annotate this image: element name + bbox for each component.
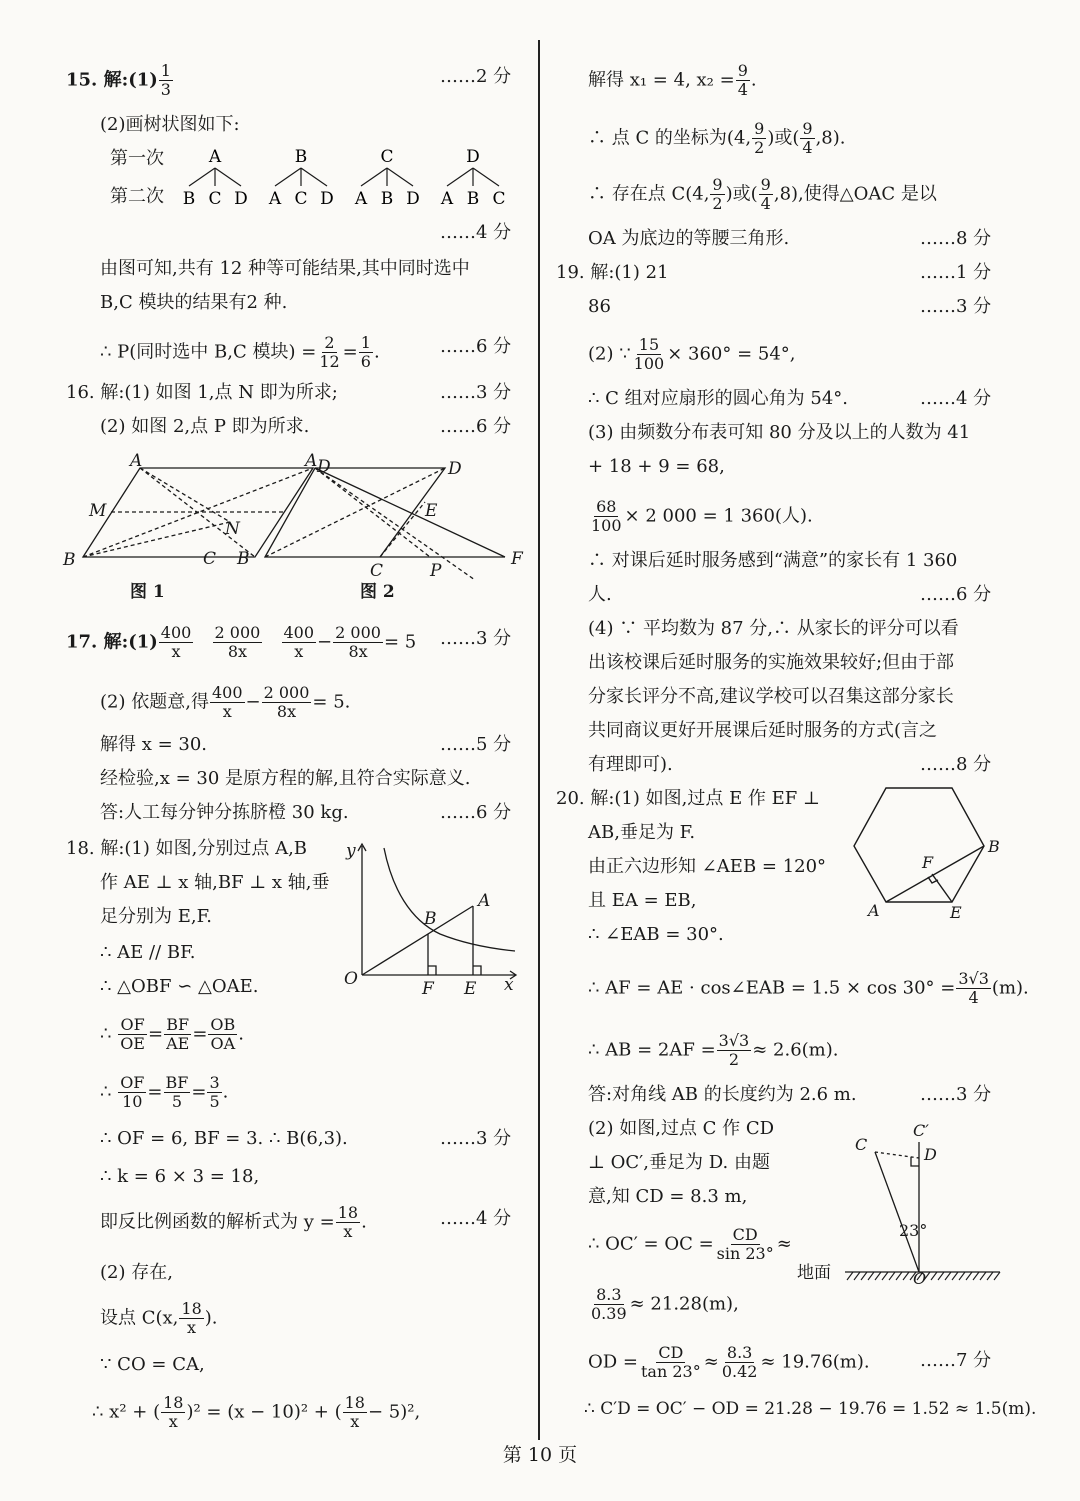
q18-line5: ∴ △OBF ∽ △OAE.: [100, 976, 259, 997]
ground-hatch: [959, 1272, 965, 1280]
score-mark: ……5 分: [440, 734, 512, 755]
score-mark: ……4 分: [440, 222, 512, 243]
pole-label: C: [855, 1135, 868, 1154]
tree-branch: [361, 168, 387, 186]
tree-first-label: 第一次: [110, 148, 164, 169]
tree-leaf-node: D: [406, 189, 420, 209]
tree-leaf-node: C: [208, 189, 222, 209]
hex-label: B: [988, 837, 1000, 856]
fig2-label: F: [511, 549, 523, 569]
score-mark: ……1 分: [920, 262, 992, 283]
score-mark: ……3 分: [920, 296, 992, 317]
pole-label: C′: [913, 1121, 929, 1140]
score-mark: ……8 分: [920, 754, 992, 775]
q19-line10: (4) ∵ 平均数为 87 分,∴ 从家长的评分可以看: [588, 618, 959, 639]
q20-line9: (2) 如图,过点 C 作 CD: [588, 1118, 775, 1139]
q19-line13: 共同商议更好开展课后延时服务的方式(言之: [588, 720, 938, 741]
q19-line5: (3) 由频数分布表可知 80 分及以上的人数为 41: [588, 422, 971, 443]
ground-hatch: [966, 1272, 972, 1280]
ground-hatch: [854, 1272, 860, 1280]
q17-line3: 解得 x = 30.: [100, 734, 208, 755]
score-mark: ……3 分: [440, 382, 512, 403]
q18-line3: 足分别为 E,F.: [100, 906, 212, 927]
tree-leaf-node: D: [320, 189, 334, 209]
score-mark: ……4 分: [920, 388, 992, 409]
fig1-label: N: [225, 519, 240, 539]
q20-line12: ∴ OC′ = OC = $\frac{CD}{\sin 23^\circ}$ ≈: [588, 1225, 792, 1263]
q19-line14: 有理即可).: [588, 754, 673, 775]
ground-hatch: [903, 1272, 909, 1280]
ground-hatch: [938, 1272, 944, 1280]
q18-line10: 即反比例函数的解析式为 y = $\frac{18}{x}$ .: [100, 1203, 367, 1241]
q16-line1: 16. 解:(1) 如图 1,点 N 即为所求;: [66, 382, 338, 403]
ground-hatch: [875, 1272, 881, 1280]
hex-label: A: [868, 901, 880, 920]
fig2-caption: 图 2: [360, 582, 395, 602]
q15-text1: 由图可知,共有 12 种等可能结果,其中同时选中: [100, 258, 470, 279]
score-mark: ……4 分: [440, 1208, 512, 1229]
fig2-label: A: [305, 451, 318, 471]
graph-label: x: [504, 975, 514, 995]
score-mark: ……7 分: [920, 1350, 992, 1371]
tree-branch: [301, 168, 327, 186]
tree-leaf-node: B: [466, 189, 480, 209]
tree-branch: [473, 168, 499, 186]
score-mark: ……3 分: [440, 1128, 512, 1149]
ground-hatch: [847, 1272, 853, 1280]
tree-second-label: 第二次: [110, 186, 164, 207]
tree-branch: [447, 168, 473, 186]
graph-label: y: [346, 841, 356, 861]
tree-branch: [275, 168, 301, 186]
score-mark: ……8 分: [920, 228, 992, 249]
tree-leaf-node: A: [440, 189, 454, 209]
ground-hatch: [861, 1272, 867, 1280]
tree-leaf-node: B: [182, 189, 196, 209]
fig1-label: C: [203, 549, 217, 569]
q20-line3: 由正六边形知 ∠AEB = 120°: [588, 856, 827, 877]
q20-line8: 答:对角线 AB 的长度约为 2.6 m.: [588, 1084, 857, 1105]
ground-hatch: [952, 1272, 958, 1280]
fig1-label: B: [63, 550, 76, 570]
q17-line1: 17. 解:(1) $\frac{400}{x}$ $\frac{2 000}{8x}$ $\frac{400}{x}$ − $\frac{2 000}{8x}$ = 5: [66, 623, 417, 661]
score-mark: ……6 分: [440, 802, 512, 823]
ground-hatch: [987, 1272, 993, 1280]
fig2-label: D: [448, 459, 462, 479]
q19-line2: 86: [588, 296, 611, 317]
q18-line9: ∴ k = 6 × 3 = 18,: [100, 1166, 260, 1187]
graph-label: A: [478, 891, 491, 911]
score-mark: ……6 分: [440, 336, 512, 357]
q20-line4: 且 EA = EB,: [588, 890, 697, 911]
pole-figure: [795, 1118, 1005, 1288]
fig1-label: D: [317, 457, 331, 477]
tree-leaf-node: A: [268, 189, 282, 209]
score-mark: ……6 分: [440, 416, 512, 437]
q19-line12: 分家长评分不高,建议学校可以召集这部分家长: [588, 686, 954, 707]
tree-leaf-node: A: [354, 189, 368, 209]
q18-line8: ∴ OF = 6, BF = 3. ∴ B(6,3).: [100, 1128, 348, 1149]
r-line2: ∴ 点 C 的坐标为(4, $\frac{9}{2}$ )或( $\frac{9}{4}$ ,8).: [588, 119, 846, 157]
hex-label: F: [922, 853, 934, 872]
ground-hatch: [945, 1272, 951, 1280]
tree-leaf-node: C: [492, 189, 506, 209]
q17-line5: 答:人工每分钟分拣脐橙 30 kg.: [100, 802, 349, 823]
q15-text2: B,C 模块的结果有2 种.: [100, 292, 288, 313]
fig1-label: A: [130, 451, 143, 471]
tree-leaf-node: D: [234, 189, 248, 209]
ground-hatch: [882, 1272, 888, 1280]
column-divider: [538, 40, 540, 1440]
q18-line11: (2) 存在,: [100, 1262, 173, 1283]
q19-line4: ∴ C 组对应扇形的圆心角为 54°.: [588, 388, 849, 409]
fig2-label: P: [430, 561, 442, 581]
hex-label: E: [950, 903, 962, 922]
q18-line2: 作 AE ⊥ x 轴,BF ⊥ x 轴,垂: [100, 872, 330, 893]
q18-line6: ∴ $\frac{OF}{OE}$ = $\frac{BF}{AE}$ = $\frac{OB}{OA}$ .: [100, 1015, 245, 1053]
q19-line3: (2) ∵ $\frac{15}{100}$ × 360° = 54°,: [588, 335, 796, 373]
fig2-label: C: [370, 561, 384, 581]
q18-line7: ∴ $\frac{OF}{10}$ = $\frac{BF}{5}$ = $\frac{3}{5}$ .: [100, 1073, 229, 1111]
q15-prob: ∴ P(同时选中 B,C 模块) = $\frac{2}{12}$ = $\frac{1}{6}$ .: [100, 333, 380, 371]
q19-line6: + 18 + 9 = 68,: [588, 456, 725, 477]
score-mark: ……6 分: [920, 584, 992, 605]
r-line4: OA 为底边的等腰三角形.: [588, 228, 790, 249]
q18-line12: 设点 C(x, $\frac{18}{x}$ ).: [100, 1299, 218, 1337]
tree-diagram: [175, 144, 520, 214]
geometry-figures: [55, 450, 535, 610]
q20-line1: 20. 解:(1) 如图,过点 E 作 EF ⊥: [556, 788, 820, 809]
q20-line5: ∴ ∠EAB = 30°.: [588, 924, 724, 945]
q20-line6: ∴ AF = AE · cos∠EAB = 1.5 × cos 30° = $\frac{3√3}{4}$ (m).: [588, 969, 1029, 1007]
tree-root-node: A: [208, 147, 222, 167]
angle-label: 23°: [899, 1221, 928, 1240]
ground-hatch: [973, 1272, 979, 1280]
q17-line2: (2) 依题意,得 $\frac{400}{x}$ − $\frac{2 000}{8x}$ = 5.: [100, 683, 351, 721]
fig2-label: E: [425, 501, 438, 521]
q19-line1: 19. 解:(1) 21: [556, 262, 669, 283]
q20-line15: ∴ C′D = OC′ − OD = 21.28 − 19.76 = 1.52 ≈ 1.5(m).: [584, 1399, 1037, 1419]
q18-line14: ∴ x² + ( $\frac{18}{x}$ )² = (x − 10)² + ( $\frac{18}{x}$ − 5)²,: [92, 1393, 421, 1431]
q17-line4: 经检验,x = 30 是原方程的解,且符合实际意义.: [100, 768, 471, 789]
function-graph: [340, 838, 525, 998]
graph-label: B: [424, 909, 437, 929]
ground-label: 地面: [797, 1263, 831, 1283]
page-number: 第 10 页: [502, 1444, 578, 1466]
ground-hatch: [994, 1272, 1000, 1280]
hexagon-figure: [842, 780, 1012, 925]
graph-label: F: [422, 979, 434, 998]
tree-root-node: B: [294, 147, 308, 167]
tree-branch: [387, 168, 413, 186]
tree-leaf-node: B: [380, 189, 394, 209]
score-mark: ……2 分: [440, 66, 512, 87]
q19-line9: 人.: [588, 584, 612, 605]
ground-hatch: [889, 1272, 895, 1280]
fig2-label: B: [237, 549, 250, 569]
q16-line2: (2) 如图 2,点 P 即为所求.: [100, 416, 310, 437]
graph-label: E: [464, 979, 477, 998]
q19-line11: 出该校课后延时服务的实施效果较好;但由于部: [588, 652, 955, 673]
q20-line13: $\frac{8.3}{0.39}$ ≈ 21.28(m),: [591, 1285, 739, 1323]
pole-label: D: [924, 1145, 937, 1164]
tree-branch: [215, 168, 241, 186]
q20-line7: ∴ AB = 2AF = $\frac{3√3}{2}$ ≈ 2.6(m).: [588, 1031, 839, 1069]
score-mark: ……3 分: [920, 1084, 992, 1105]
q20-line2: AB,垂足为 F.: [588, 822, 696, 843]
q20-line14: OD = $\frac{CD}{\tan 23^\circ}$ ≈ $\frac{8.3}{0.42}$ ≈ 19.76(m).: [588, 1343, 870, 1381]
tree-branch: [189, 168, 215, 186]
q15-line1: 15. 解:(1) $\frac{1}{3}$: [66, 61, 171, 99]
ground-hatch: [931, 1272, 937, 1280]
q18-line1: 18. 解:(1) 如图,分别过点 A,B: [66, 838, 308, 859]
q15-part2: (2)画树状图如下:: [100, 114, 240, 135]
ground-hatch: [980, 1272, 986, 1280]
q19-line8: ∴ 对课后延时服务感到“满意”的家长有 1 360: [588, 550, 958, 571]
ground-hatch: [868, 1272, 874, 1280]
ground-hatch: [896, 1272, 902, 1280]
fig1-caption: 图 1: [130, 582, 165, 602]
tree-root-node: D: [466, 147, 480, 167]
q20-line10: ⊥ OC′,垂足为 D. 由题: [588, 1152, 770, 1173]
graph-label: O: [344, 969, 358, 989]
fig1-label: M: [89, 501, 107, 521]
score-mark: ……3 分: [440, 628, 512, 649]
q18-line4: ∴ AE // BF.: [100, 942, 196, 963]
r-line1: 解得 x₁ = 4, x₂ = $\frac{9}{4}$ .: [588, 61, 757, 99]
q20-line11: 意,知 CD = 8.3 m,: [588, 1186, 748, 1207]
r-line3: ∴ 存在点 C(4, $\frac{9}{2}$ )或( $\frac{9}{4}$ ,8),使得△OAC 是以: [588, 175, 937, 213]
tree-leaf-node: C: [294, 189, 308, 209]
pole-label: O: [913, 1269, 927, 1288]
q19-line7: $\frac{68}{100}$ × 2 000 = 1 360(人).: [591, 497, 813, 535]
q18-line13: ∵ CO = CA,: [100, 1354, 205, 1375]
tree-root-node: C: [380, 147, 394, 167]
